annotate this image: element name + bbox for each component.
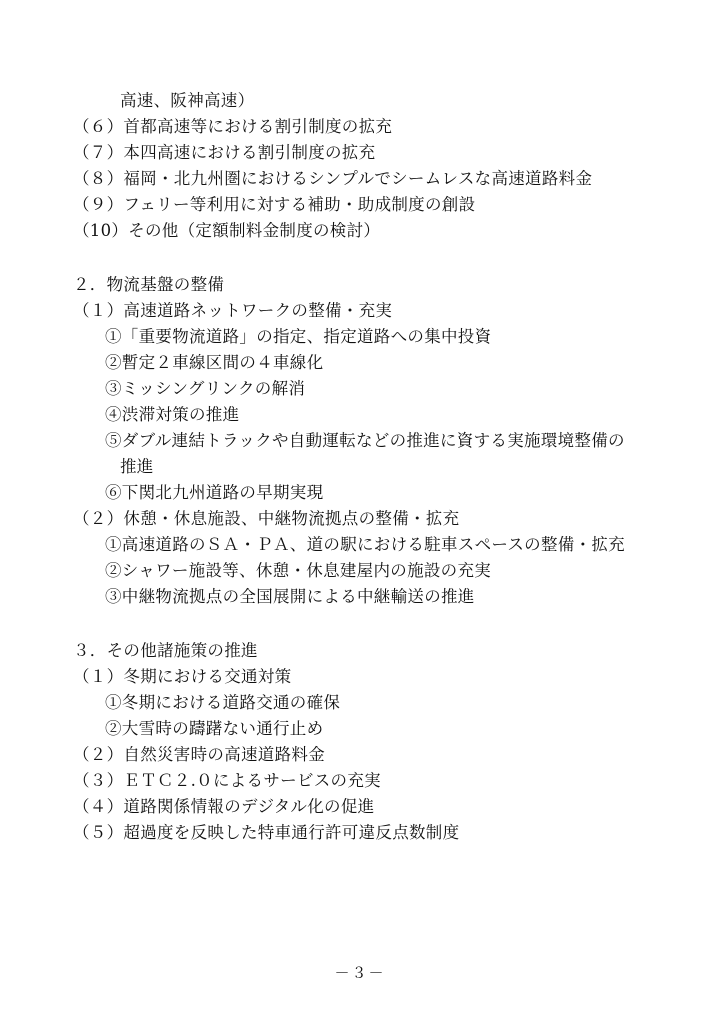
list-item [73,744,325,766]
list-item-continuation: 推進 [120,457,154,476]
item-text: 道路関係情報のデジタル化の促進 [123,797,375,816]
item-number: （６） [73,117,124,136]
list-item [73,770,381,792]
item-number: （３） [73,771,124,790]
item-number: （１） [73,667,124,686]
item-text: 冬期における交通対策 [123,667,292,686]
page-number: －３－ [334,964,386,982]
item-text: ＥＴＣ２.０によるサービスの充実 [123,771,381,790]
item-number: （４） [73,797,124,816]
subsection-heading [73,300,392,322]
list-item: ⑥下関北九州道路の早期実現 [105,483,324,502]
section-heading: ２．物流基盤の整備 [73,275,225,294]
list-item [73,796,374,818]
list-item: ③中継物流拠点の全国展開による中継輸送の推進 [105,587,475,606]
list-item: ④渋滞対策の推進 [105,405,240,424]
continuation-text: 高速、阪神高速） [120,91,255,110]
item-number: （10） [73,221,129,240]
list-item: ②シャワー施設等、休憩・休息建屋内の施設の充実 [105,561,492,580]
item-number: （２） [73,509,124,528]
list-item: ①冬期における道路交通の確保 [105,693,341,712]
list-item: ①「重要物流道路」の指定、指定道路への集中投資 [105,327,492,346]
item-number: （７） [73,143,124,162]
item-text: 高速道路ネットワークの整備・充実 [123,301,393,320]
subsection-heading [73,508,459,530]
item-text: 休憩・休息施設、中継物流拠点の整備・拡充 [123,509,460,528]
list-item [73,194,475,216]
item-number: （５） [73,823,124,842]
list-item: ⑤ダブル連結トラックや自動運転などの推進に資する実施環境整備の [105,431,625,450]
item-number: （２） [73,745,124,764]
list-item [73,116,392,138]
item-text: 首都高速等における割引制度の拡充 [123,117,393,136]
item-text: その他（定額制料金制度の検討） [128,221,381,240]
item-text: 福岡・北九州圏におけるシンプルでシームレスな高速道路料金 [123,169,593,188]
list-item [73,168,592,190]
item-number: （８） [73,169,124,188]
item-text: 超過度を反映した特車通行許可違反点数制度 [123,823,460,842]
list-item [73,220,380,242]
subsection-heading [73,666,291,688]
list-item: ②大雪時の躊躇ない通行止め [105,719,324,738]
item-text: フェリー等利用に対する補助・助成制度の創設 [123,195,476,214]
section-heading: ３．その他諸施策の推進 [73,641,258,660]
list-item: ③ミッシングリンクの解消 [105,379,306,398]
list-item [73,822,459,844]
item-text: 自然災害時の高速道路料金 [123,745,326,764]
list-item [73,142,375,164]
list-item: ②暫定２車線区間の４車線化 [105,353,324,372]
list-item: ①高速道路のＳＡ・ＰＡ、道の駅における駐車スペースの整備・拡充 [105,535,625,554]
item-text: 本四高速における割引制度の拡充 [123,143,376,162]
item-number: （９） [73,195,124,214]
item-number: （１） [73,301,124,320]
